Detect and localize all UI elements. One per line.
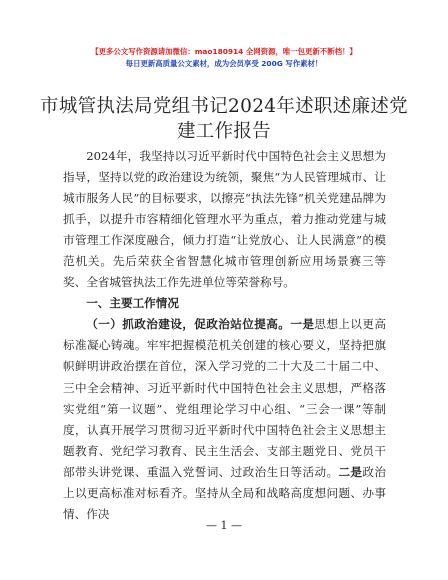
promo-line-1: 【更多公文写作资源请加微信：mao180914 全网资源，唯一包更新不断档！】 <box>91 47 357 56</box>
promo-line-2: 每日更新高质量公文素材，成为会员享受 200G 写作素材！ <box>125 59 323 68</box>
intro-paragraph: 2024年，我坚持以习近平新时代中国特色社会主义思想为指导，坚持以党的政治建设为统领，聚焦“为人民管理城市、让城市服务人民”的目标要求，以擦亮“执法先锋”机关党建品牌为抓手，以提升市容精细化管理水平为重点，着力推动党建与城市管理工作深度融合，倾力打造“让党放心、让人民满意”的模范机关。先后荣获全省智慧化城市管理创新应用场景赛三等奖、全省城管执法工作先进单位等荣誉称号。 <box>63 149 386 290</box>
subsection-heading: （一）抓政治建设，促政治站位提高。 <box>86 317 291 332</box>
section-heading: 一、主要工作情况 <box>86 296 179 311</box>
document-title: 市城管执法局党组书记2024年述职述廉述党建工作报告 <box>40 96 408 142</box>
document-body <box>63 146 386 525</box>
page-number: — 1 — <box>206 519 242 532</box>
paragraph-text-1: 思想上以更高标准凝心铸魂。牢牢把握模范机关创建的核心要义，坚持把旗帜鲜明讲政治摆在首位，深入学习党的二十大及二十届二中、三中全会精神、习近平新时代中国特色社会主义思想，严格落实党组“第一议题”、党组理论学习中心组、“三会一课”等制度，认真开展学习贯彻习近平新时代中国特色社会主义思想主题教育、党纪学习教育、民主生活会、支部主题党日、党员干部带头讲党课、重温入党誓词、过政治生日等活动。 <box>63 317 386 479</box>
paragraph-text-2: 政治上以更高标准对标看齐。坚持从全局和战略高度想问题、办事情、作决 <box>63 464 386 521</box>
lead-marker-2: 二是 <box>338 464 363 479</box>
subsection-paragraph <box>63 314 386 524</box>
lead-marker-1: 一是 <box>290 317 315 332</box>
promo-banner <box>0 46 448 70</box>
